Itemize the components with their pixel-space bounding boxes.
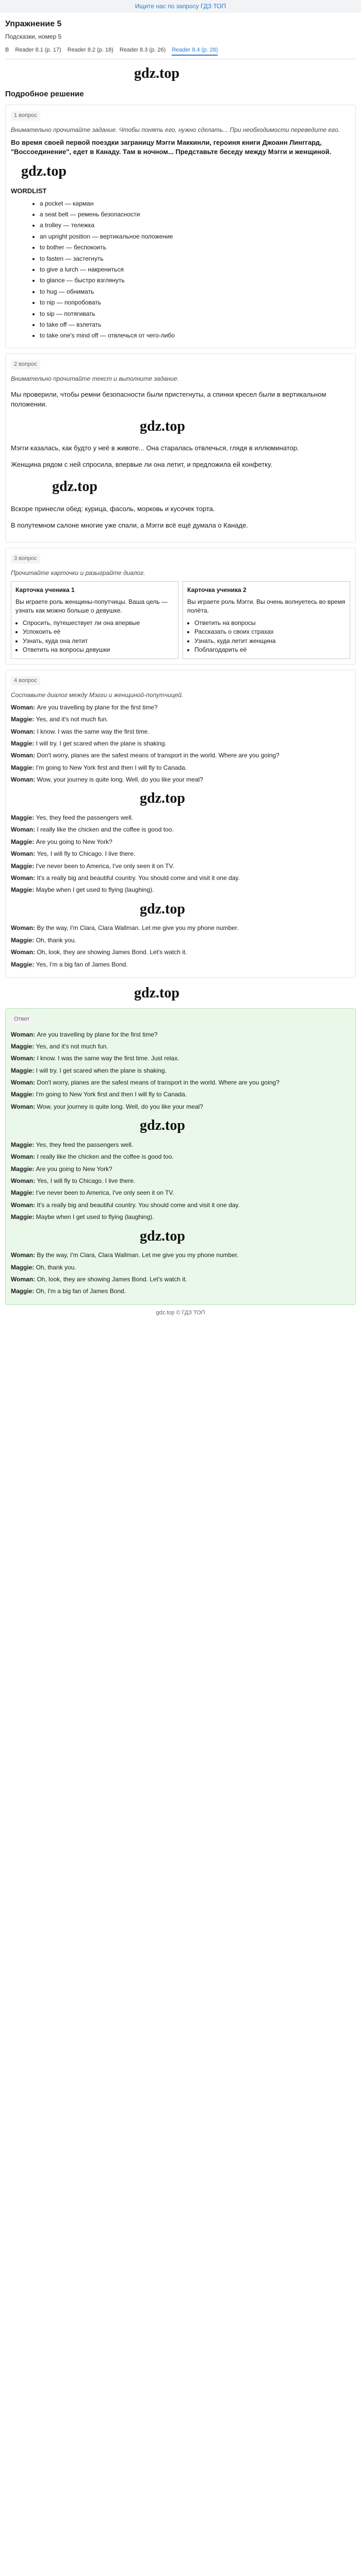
page-title: Упражнение 5 <box>5 20 62 29</box>
speaker: Maggie: <box>11 814 36 822</box>
dialog-line <box>11 1153 350 1161</box>
subtab-4[interactable]: Reader 8.4 (р. 28) <box>172 46 218 56</box>
part3-badge: 3 вопрос <box>11 554 40 564</box>
dialog-line <box>11 1090 350 1099</box>
part4-task: Составьте диалог между Мэгги и женщиной-попутчицей. <box>11 691 184 699</box>
speaker: Woman: <box>11 703 37 711</box>
line-text: Yes, I will fly to Chicago. I live there. <box>37 850 136 858</box>
card-item: • Ответить на вопросы <box>194 619 346 628</box>
card-text: Вы играете роль женщины-попутчицы. Ваша цель — узнать как можно больше о девушке. <box>15 598 168 615</box>
part2-task: Внимательно прочитайте текст и выполните задание. <box>11 375 179 382</box>
wordlist <box>19 199 350 341</box>
dialog-line <box>11 1042 350 1051</box>
dialog-line <box>11 1054 350 1063</box>
card-title: Карточка ученика 2 <box>187 586 247 594</box>
line-text: It's a really big and beautiful country. You should come and visit it one day. <box>37 1201 240 1209</box>
top-banner[interactable]: Ищите нас по запросу ГДЗ ТОП <box>0 0 361 13</box>
speaker: Woman: <box>11 752 37 759</box>
dialog-line <box>11 862 350 871</box>
line-text: Don't worry, planes are the safest means of transport in the world. Where are you going? <box>37 752 280 759</box>
speaker: Maggie: <box>11 960 36 968</box>
part1-badge: 1 вопрос <box>11 111 40 121</box>
answer-badge: Ответ <box>11 1015 32 1024</box>
watermark-logo: gdz.top <box>134 985 179 1001</box>
part4-block <box>5 670 356 978</box>
line-text: Are you travelling by plane for the first time? <box>37 703 158 711</box>
speaker: Woman: <box>11 948 37 956</box>
word-item: • to nip — попробовать <box>40 298 350 307</box>
paragraph: Женщина рядом с ней спросила, впервые ли она летит, и предложила ей конфетку. <box>11 461 272 469</box>
word-item: • a seat belt — ремень безопасности <box>40 210 350 219</box>
line-text: I really like the chicken and the coffee is good too. <box>37 1153 174 1161</box>
line-text: Maybe when I get used to flying (laughing). <box>36 1213 154 1221</box>
card-item: • Узнать, куда она летит <box>23 637 174 646</box>
word-item: • to take one's mind off — отвлечься от чего-либо <box>40 331 350 340</box>
line-text: Oh, thank you. <box>36 1263 76 1271</box>
answer-block <box>5 1008 356 1305</box>
line-text: Oh, I'm a big fan of James Bond. <box>36 1287 126 1295</box>
speaker: Woman: <box>11 1079 37 1087</box>
subtabs <box>5 43 356 59</box>
speaker: Maggie: <box>11 1287 36 1295</box>
watermark-logo: gdz.top <box>52 479 97 495</box>
speaker: Woman: <box>11 850 37 858</box>
part3-block <box>5 548 356 665</box>
word-item: • to sip — потягивать <box>40 310 350 318</box>
line-text: Are you travelling by plane for the first time? <box>37 1030 158 1038</box>
word-item: • a trolley — тележка <box>40 221 350 230</box>
line-text: Yes, and it's not much fun. <box>36 716 108 723</box>
line-text: Oh, thank you. <box>36 936 76 944</box>
word-item: • to take off — взлетать <box>40 320 350 329</box>
dialog-line <box>11 1263 350 1272</box>
card-item: • Спросить, путешествует ли она впервые <box>23 619 174 628</box>
footer: gdz.top © ГДЗ ТОП <box>156 1309 205 1316</box>
speaker: Maggie: <box>11 739 36 747</box>
dialog-line <box>11 850 350 858</box>
speaker: Woman: <box>11 1177 37 1184</box>
speaker: Maggie: <box>11 1165 36 1173</box>
line-text: I know. I was the same way the first time. Just relax. <box>37 1055 179 1062</box>
speaker: Maggie: <box>11 1042 36 1050</box>
line-text: Yes, they feed the passengers well. <box>36 1141 134 1148</box>
card-student-2 <box>183 581 350 659</box>
watermark-logo: gdz.top <box>140 1228 185 1244</box>
card-item: • Рассказать о своих страхах <box>194 628 346 636</box>
line-text: Oh, look, they are showing James Bond. Let's watch it. <box>37 948 187 956</box>
dialog-line <box>11 1066 350 1075</box>
subtab-0[interactable]: В <box>5 46 9 53</box>
dialog-line <box>11 1251 350 1260</box>
line-text: Wow, your journey is quite long. Well, do you like your meal? <box>37 776 203 784</box>
dialog-line <box>11 1213 350 1222</box>
subtab-1[interactable]: Reader 8.1 (р. 17) <box>15 46 61 53</box>
line-text: Yes, they feed the passengers well. <box>36 814 134 822</box>
breadcrumb: Подсказки, номер 5 <box>5 32 62 40</box>
answer-dialog <box>11 1030 350 1296</box>
watermark-logo: gdz.top <box>134 65 179 81</box>
speaker: Maggie: <box>11 886 36 894</box>
line-text: I've never been to America, I've only seen it on TV. <box>36 862 174 870</box>
dialog-line <box>11 764 350 772</box>
card-item: • Узнать, куда летит женщина <box>194 637 346 646</box>
card-item: • Поблагодарить её <box>194 646 346 654</box>
dialog-line <box>11 715 350 724</box>
word-item: • an upright position — вертикальное положение <box>40 232 350 241</box>
card-list <box>23 619 174 655</box>
watermark-logo: gdz.top <box>140 1117 185 1134</box>
speaker: Maggie: <box>11 1189 36 1197</box>
speaker: Maggie: <box>11 838 36 845</box>
dialog-line <box>11 1030 350 1039</box>
dialog-line <box>11 1201 350 1210</box>
line-text: By the way, I'm Clara, Clara Wallman. Let me give you my phone number. <box>37 924 239 932</box>
wordlist-label: WORDLIST <box>11 187 47 195</box>
dialog-line <box>11 775 350 784</box>
speaker: Woman: <box>11 776 37 784</box>
word-item: • a pocket — карман <box>40 199 350 208</box>
subtab-3[interactable]: Reader 8.3 (р. 26) <box>119 46 166 53</box>
dialog-line <box>11 960 350 969</box>
dialog-line <box>11 948 350 957</box>
part2-badge: 2 вопрос <box>11 360 40 369</box>
dialog-line <box>11 1287 350 1296</box>
cards <box>11 581 350 659</box>
speaker: Woman: <box>11 1055 37 1062</box>
speaker: Woman: <box>11 1251 37 1259</box>
dialog-line <box>11 924 350 933</box>
watermark-logo: gdz.top <box>140 418 185 434</box>
speaker: Maggie: <box>11 1091 36 1098</box>
speaker: Woman: <box>11 826 37 834</box>
dialog-line <box>11 886 350 894</box>
line-text: Yes, and it's not much fun. <box>36 1042 108 1050</box>
solution-title: Подробное решение <box>5 89 84 98</box>
dialog-line <box>11 1165 350 1174</box>
dialog-line <box>11 1177 350 1185</box>
card-item: • Успокоить её <box>23 628 174 636</box>
word-item: • to fasten — застегнуть <box>40 255 350 263</box>
speaker: Maggie: <box>11 936 36 944</box>
speaker: Maggie: <box>11 764 36 771</box>
speaker: Woman: <box>11 727 37 735</box>
dialog-line <box>11 1275 350 1284</box>
word-item: • to hug — обнимать <box>40 287 350 296</box>
card-item: • Ответить на вопросы девушки <box>23 646 174 654</box>
content <box>0 18 361 1321</box>
part1-text: Во время своей первой поездки заграницу Мэгги Маккинли, героиня книги Джоанн Линггард, "Воссоединение", едет в Канаду. Там в ночном... Представьте беседу между Мэгги и женщиной. <box>11 138 332 156</box>
dialog-line <box>11 1141 350 1149</box>
line-text: Yes, I'm a big fan of James Bond. <box>36 960 128 968</box>
line-text: I will try. I get scared when the plane is shaking. <box>36 739 167 747</box>
paragraph: В полутемном салоне многие уже спали, а Мэгги всё ещё думала о Канаде. <box>11 521 248 529</box>
dialog-line <box>11 727 350 736</box>
watermark-logo: gdz.top <box>21 163 67 180</box>
line-text: Oh, look, they are showing James Bond. Let's watch it. <box>37 1275 187 1283</box>
paragraph: Мэгги казалась, как будто у неё в животе... Она старалась отвлечься, глядя в иллюминатор. <box>11 444 299 452</box>
part2-block <box>5 353 356 543</box>
line-text: Wow, your journey is quite long. Well, do you like your meal? <box>37 1103 203 1110</box>
word-item: • to give a lurch — накрениться <box>40 265 350 274</box>
dialog-line <box>11 1078 350 1087</box>
line-text: Maybe when I get used to flying (laughing). <box>36 886 154 894</box>
line-text: Yes, I will fly to Chicago. I live there. <box>37 1177 136 1184</box>
line-text: I know. I was the same way the first time. <box>37 727 150 735</box>
line-text: I've never been to America, I've only seen it on TV. <box>36 1189 174 1197</box>
speaker: Maggie: <box>11 1263 36 1271</box>
card-title: Карточка ученика 1 <box>15 586 75 594</box>
speaker: Woman: <box>11 924 37 932</box>
watermark-logo: gdz.top <box>140 790 185 807</box>
watermark-logo: gdz.top <box>140 901 185 917</box>
speaker: Maggie: <box>11 1066 36 1074</box>
dialog-line <box>11 751 350 760</box>
part1-task: Внимательно прочитайте задание. Чтобы понять его, нужно сделать... При необходимости переведите его. <box>11 126 340 134</box>
line-text: I'm going to New York first and then I will fly to Canada. <box>36 1091 187 1098</box>
dialog-line <box>11 703 350 712</box>
dialog-line <box>11 838 350 846</box>
line-text: Are you going to New York? <box>36 1165 112 1173</box>
card-text: Вы играете роль Мэгги. Вы очень волнуетесь во время полёта. <box>187 598 346 615</box>
dialog-line <box>11 1189 350 1197</box>
speaker: Woman: <box>11 1030 37 1038</box>
speaker: Maggie: <box>11 1141 36 1148</box>
paragraph: Мы проверили, чтобы ремни безопасности были пристегнуты, а спинки кресел были в вертикальном положении. <box>11 391 326 408</box>
line-text: Don't worry, planes are the safest means of transport in the world. Where are you going? <box>37 1079 280 1087</box>
speaker: Woman: <box>11 1275 37 1283</box>
part3-task: Прочитайте карточки и разыграйте диалог. <box>11 569 145 577</box>
part1-block <box>5 105 356 348</box>
line-text: I will try. I get scared when the plane is shaking. <box>36 1066 167 1074</box>
dialog-line <box>11 814 350 822</box>
line-text: I'm going to New York first and then I will fly to Canada. <box>36 764 187 771</box>
dialog-line <box>11 825 350 834</box>
part4-badge: 4 вопрос <box>11 676 40 686</box>
word-item: • to glance — быстро взглянуть <box>40 276 350 285</box>
speaker: Maggie: <box>11 862 36 870</box>
line-text: Are you going to New York? <box>36 838 112 845</box>
dialog-line <box>11 936 350 945</box>
dialog-line <box>11 874 350 883</box>
speaker: Woman: <box>11 1103 37 1110</box>
line-text: It's a really big and beautiful country. You should come and visit it one day. <box>37 874 240 882</box>
speaker: Woman: <box>11 1153 37 1161</box>
speaker: Maggie: <box>11 1213 36 1221</box>
dialog-line <box>11 1103 350 1111</box>
word-item: • to bother — беспокоить <box>40 243 350 252</box>
subtab-2[interactable]: Reader 8.2 (р. 18) <box>67 46 113 53</box>
speaker: Maggie: <box>11 716 36 723</box>
line-text: I really like the chicken and the coffee is good too. <box>37 826 174 834</box>
paragraph: Вскоре принесли обед: курица, фасоль, морковь и кусочек торта. <box>11 504 215 513</box>
dialog <box>11 703 350 969</box>
line-text: By the way, I'm Clara, Clara Wallman. Let me give you my phone number. <box>37 1251 239 1259</box>
card-student-1 <box>11 581 178 659</box>
card-list <box>194 619 346 655</box>
dialog-line <box>11 739 350 748</box>
speaker: Woman: <box>11 1201 37 1209</box>
speaker: Woman: <box>11 874 37 882</box>
